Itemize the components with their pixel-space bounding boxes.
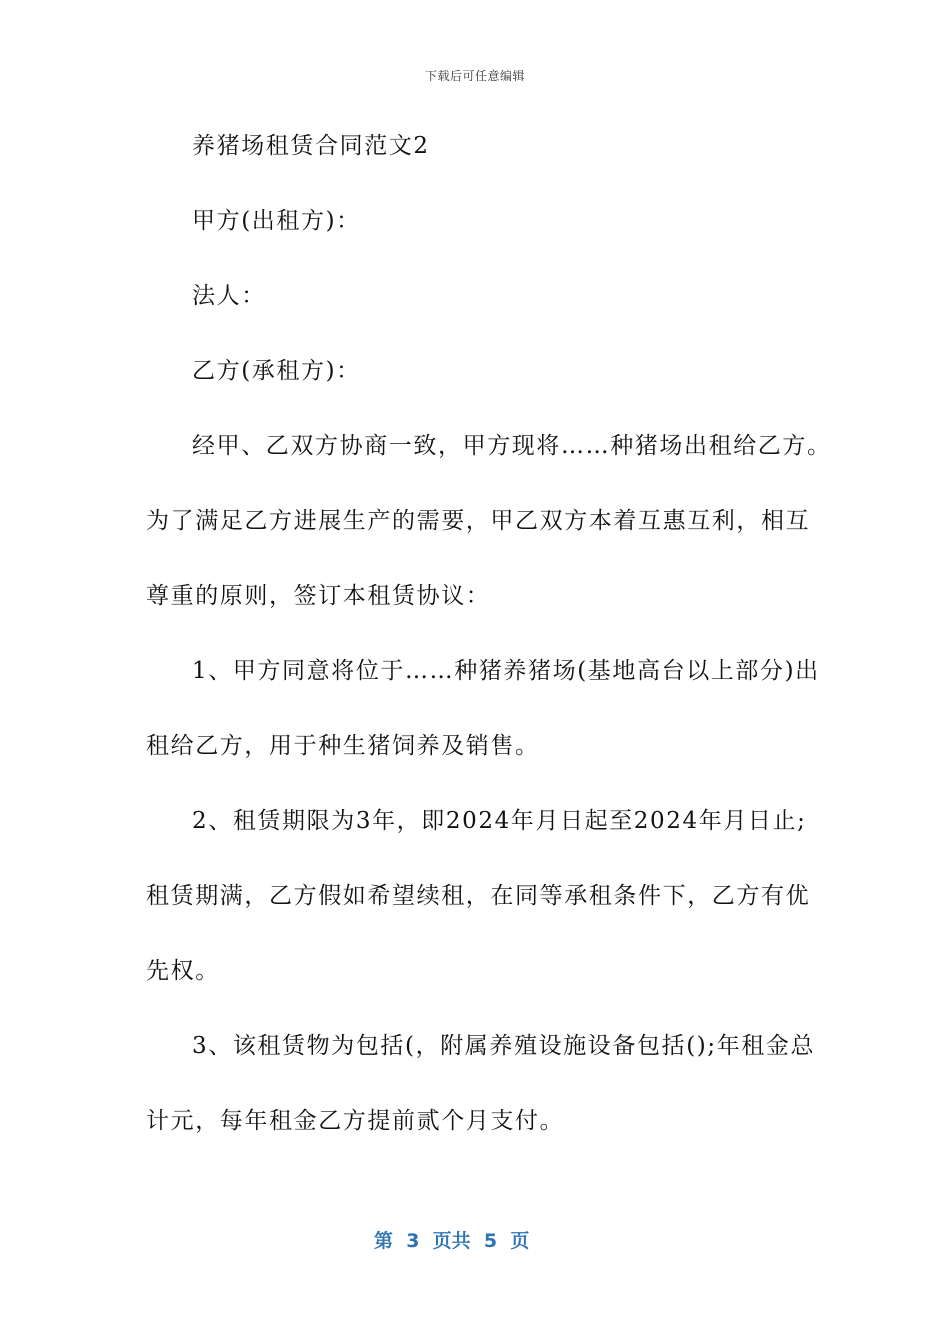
header-note: 下载后可任意编辑 bbox=[424, 69, 525, 83]
clause-3-line-1: 3、该租赁物为包括(，附属养殖设施设备包括();年租金总 bbox=[192, 1033, 816, 1059]
party-b-label: 乙方(承租方)： bbox=[192, 358, 361, 384]
legal-person-label: 法人： bbox=[192, 283, 266, 309]
clause-2-line-1: 2、租赁期限为3年，即2024年月日起至2024年月日止; bbox=[192, 808, 807, 834]
intro-line-1: 经甲、乙双方协商一致，甲方现将……种猪场出租给乙方。 bbox=[192, 433, 832, 459]
clause-3-line-2: 计元，每年租金乙方提前贰个月支付。 bbox=[146, 1108, 565, 1134]
clause-1-line-2: 租给乙方，用于种生猪饲养及销售。 bbox=[146, 733, 540, 759]
document-title: 养猪场租赁合同范文2 bbox=[192, 133, 430, 159]
party-a-label: 甲方(出租方)： bbox=[192, 208, 361, 234]
clause-2-line-3: 先权。 bbox=[146, 958, 220, 984]
clause-1-line-1: 1、甲方同意将位于……种猪养猪场(基地高台以上部分)出 bbox=[192, 658, 820, 684]
page-number-footer: 第 3 页共 5 页 bbox=[374, 1230, 530, 1252]
intro-line-3: 尊重的原则，签订本租赁协议： bbox=[146, 583, 491, 609]
intro-line-2: 为了满足乙方进展生产的需要，甲乙双方本着互惠互利，相互 bbox=[146, 508, 811, 534]
clause-2-line-2: 租赁期满，乙方假如希望续租，在同等承租条件下，乙方有优 bbox=[146, 883, 811, 909]
